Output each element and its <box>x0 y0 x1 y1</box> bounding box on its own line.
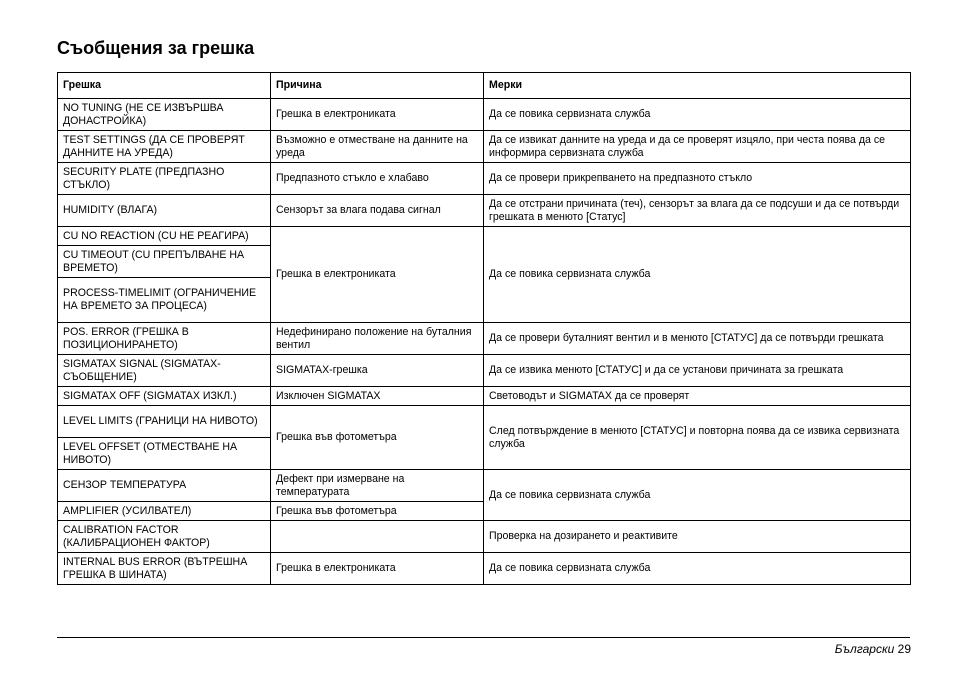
cause-cell: Изключен SIGMATAX <box>271 387 484 406</box>
measures-cell: След потвърждение в менюто [СТАТУС] и повторна поява да се извика сервизната служба <box>484 406 911 470</box>
cause-cell: Дефект при измерване на температурата <box>271 470 484 502</box>
error-cell: SECURITY PLATE (ПРЕДПАЗНО СТЪКЛО) <box>58 163 271 195</box>
table-row <box>58 406 911 438</box>
table-row <box>58 521 911 553</box>
measures-cell: Проверка на дозирането и реактивите <box>484 521 911 553</box>
table-row <box>58 387 911 406</box>
error-cell: INTERNAL BUS ERROR (ВЪТРЕШНА ГРЕШКА В ШИНАТА) <box>58 553 271 585</box>
table-row <box>58 553 911 585</box>
table-row <box>58 227 911 246</box>
error-cell: CALIBRATION FACTOR (КАЛИБРАЦИОНЕН ФАКТОР) <box>58 521 271 553</box>
table-row <box>58 355 911 387</box>
error-messages-table <box>57 72 911 585</box>
cause-cell: Грешка в електрониката <box>271 553 484 585</box>
measures-cell: Световодът и SIGMATAX да се проверят <box>484 387 911 406</box>
cause-cell <box>271 521 484 553</box>
error-cell: SIGMATAX SIGNAL (SIGMATAX-СЪОБЩЕНИЕ) <box>58 355 271 387</box>
measures-cell: Да се повика сервизната служба <box>484 470 911 521</box>
footer-divider <box>57 637 910 638</box>
measures-cell: Да се отстрани причината (теч), сензорът за влага да се подсуши и да се потвърди грешката в менюто [Статус] <box>484 195 911 227</box>
cause-cell: Предпазното стъкло е хлабаво <box>271 163 484 195</box>
page-footer <box>835 642 911 656</box>
error-cell: NO TUNING (НЕ СЕ ИЗВЪРШВА ДОНАСТРОЙКА) <box>58 99 271 131</box>
error-cell: LEVEL LIMITS (ГРАНИЦИ НА НИВОТО) <box>58 406 271 438</box>
cause-cell: Грешка във фотометъра <box>271 502 484 521</box>
cause-cell: Недефинирано положение на буталния вентил <box>271 323 484 355</box>
cause-cell: Грешка в електрониката <box>271 99 484 131</box>
header-measures: Мерки <box>484 73 911 99</box>
page-title: Съобщения за грешка <box>57 38 255 58</box>
error-cell: AMPLIFIER (УСИЛВАТЕЛ) <box>58 502 271 521</box>
cause-cell: Сензорът за влага подава сигнал <box>271 195 484 227</box>
error-cell: CU NO REACTION (CU НЕ РЕАГИРА) <box>58 227 271 246</box>
error-cell: CU TIMEOUT (CU ПРЕПЪЛВАНЕ НА ВРЕМЕТО) <box>58 246 271 278</box>
header-cause: Причина <box>271 73 484 99</box>
page-number: 29 <box>897 642 911 656</box>
error-cell: СЕНЗОР ТЕМПЕРАТУРА <box>58 470 271 502</box>
table-row <box>58 99 911 131</box>
table-row <box>58 323 911 355</box>
error-cell: TEST SETTINGS (ДА СЕ ПРОВЕРЯТ ДАННИТЕ НА УРЕДА) <box>58 131 271 163</box>
measures-cell: Да се извика менюто [СТАТУС] и да се установи причината за грешката <box>484 355 911 387</box>
measures-cell: Да се провери прикрепването на предпазното стъкло <box>484 163 911 195</box>
measures-cell: Да се повика сервизната служба <box>484 99 911 131</box>
error-cell: POS. ERROR (ГРЕШКА В ПОЗИЦИОНИРАНЕТО) <box>58 323 271 355</box>
error-cell: LEVEL OFFSET (ОТМЕСТВАНЕ НА НИВОТО) <box>58 438 271 470</box>
cause-cell: Грешка във фотометъра <box>271 406 484 470</box>
table-row <box>58 131 911 163</box>
footer-language: Български <box>834 642 895 656</box>
error-cell: PROCESS-TIMELIMIT (ОГРАНИЧЕНИЕ НА ВРЕМЕТО ЗА ПРОЦЕСА) <box>58 278 271 323</box>
table-row <box>58 163 911 195</box>
header-error: Грешка <box>58 73 271 99</box>
error-cell: HUMIDITY (ВЛАГА) <box>58 195 271 227</box>
measures-cell: Да се провери буталният вентил и в менюто [СТАТУС] да се потвърди грешката <box>484 323 911 355</box>
cause-cell: Възможно е отместване на данните на уреда <box>271 131 484 163</box>
measures-cell: Да се повика сервизната служба <box>484 227 911 323</box>
cause-cell: SIGMATAX-грешка <box>271 355 484 387</box>
cause-cell: Грешка в електрониката <box>271 227 484 323</box>
table-row <box>58 470 911 502</box>
error-cell: SIGMATAX OFF (SIGMATAX ИЗКЛ.) <box>58 387 271 406</box>
measures-cell: Да се повика сервизната служба <box>484 553 911 585</box>
table-row <box>58 195 911 227</box>
measures-cell: Да се извикат данните на уреда и да се проверят изцяло, при честа поява да се информира сервизната служба <box>484 131 911 163</box>
table-header-row <box>58 73 911 99</box>
